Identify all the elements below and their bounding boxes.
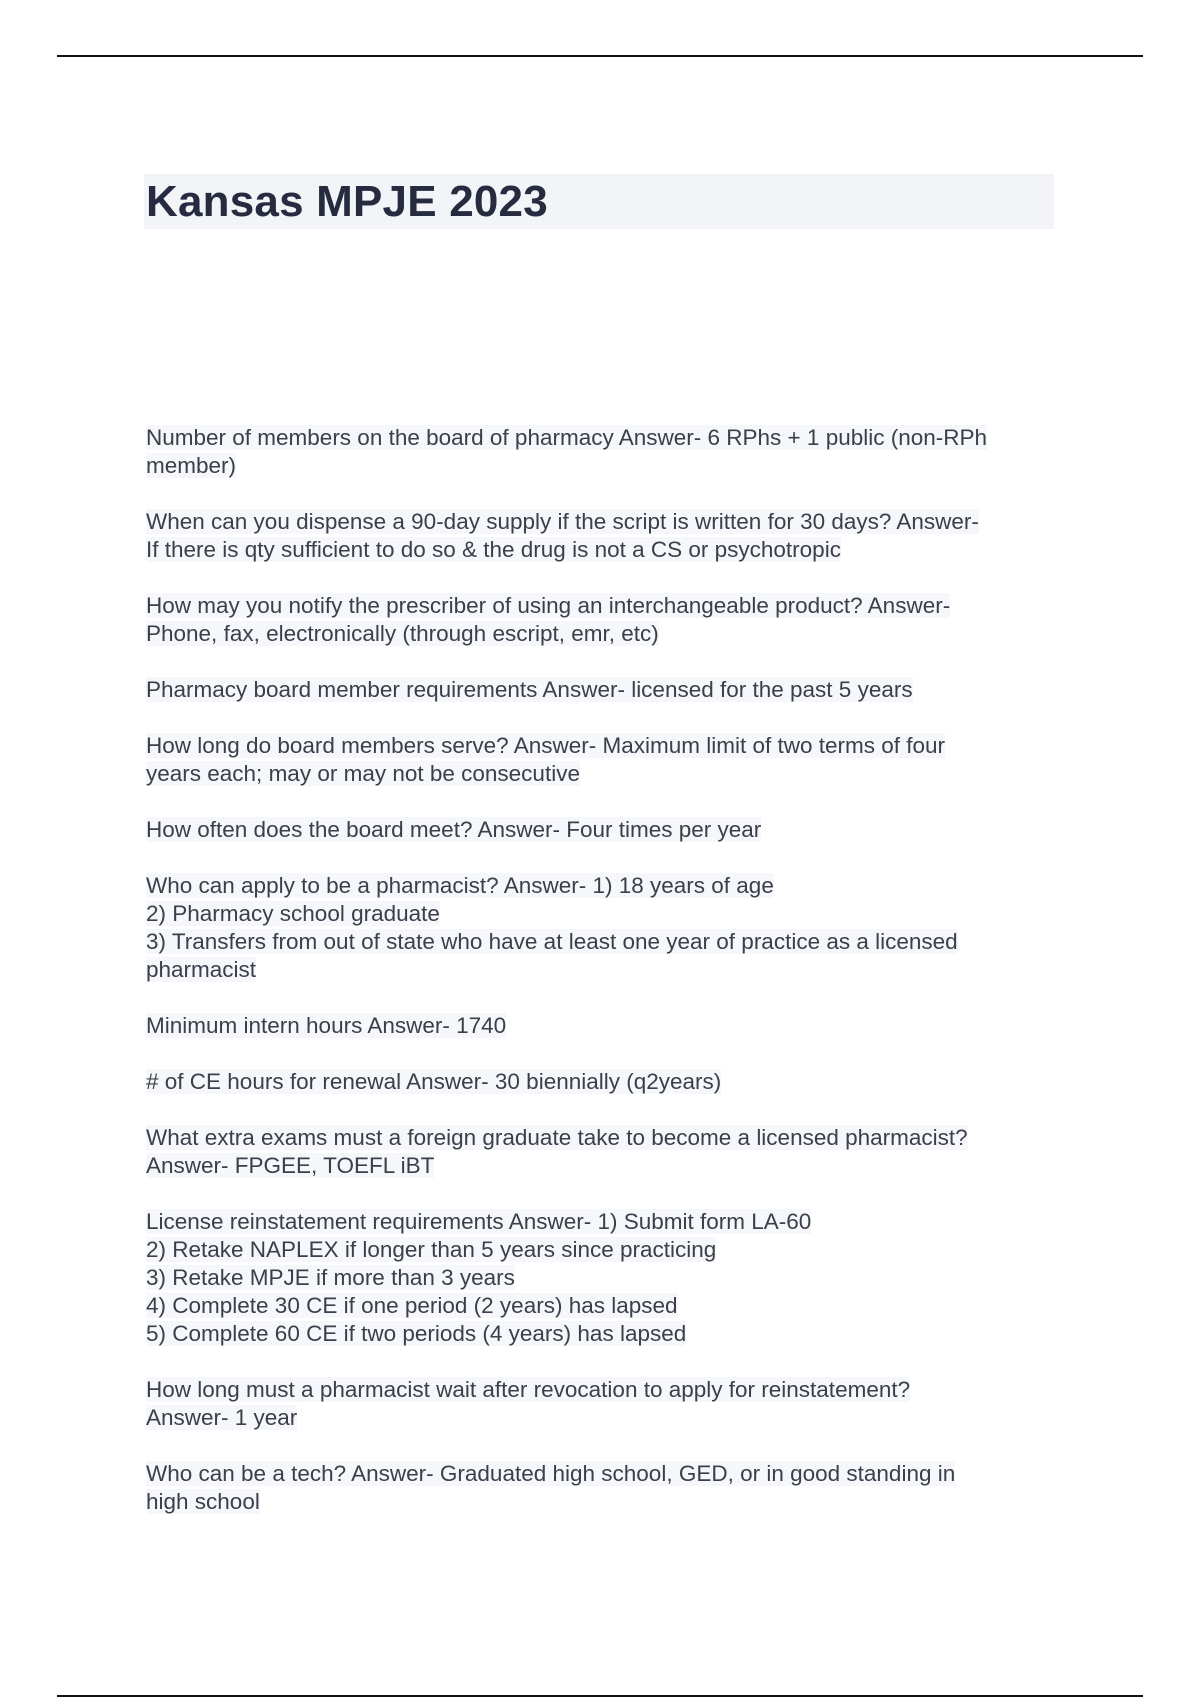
qa-line-text: Who can apply to be a pharmacist? Answer- 1) 18 years of age (146, 873, 774, 898)
qa-line (146, 676, 1066, 704)
qa-line (146, 424, 1066, 452)
qa-item (146, 1068, 1066, 1096)
qa-line (146, 1068, 1066, 1096)
qa-item (146, 872, 1066, 984)
qa-line (146, 508, 1066, 536)
qa-line (146, 816, 1066, 844)
qa-item (146, 1208, 1066, 1348)
qa-line-text: Phone, fax, electronically (through escript, emr, etc) (146, 621, 659, 646)
qa-line-text: years each; may or may not be consecutive (146, 761, 580, 786)
qa-line (146, 760, 1066, 788)
qa-line (146, 928, 1066, 956)
document-title: Kansas MPJE 2023 (146, 177, 548, 226)
qa-line (146, 592, 1066, 620)
qa-line-text: Minimum intern hours Answer- 1740 (146, 1013, 507, 1038)
qa-line-text: What extra exams must a foreign graduate take to become a licensed pharmacist? (146, 1125, 968, 1150)
qa-line (146, 452, 1066, 480)
qa-line (146, 1208, 1066, 1236)
qa-line-text: high school (146, 1489, 260, 1514)
qa-item (146, 1376, 1066, 1432)
qa-line (146, 1460, 1066, 1488)
qa-line (146, 620, 1066, 648)
qa-line-text: How may you notify the prescriber of using an interchangeable product? Answer- (146, 593, 951, 618)
qa-line (146, 732, 1066, 760)
qa-line (146, 900, 1066, 928)
qa-line-text: Who can be a tech? Answer- Graduated high school, GED, or in good standing in (146, 1461, 956, 1486)
qa-line-text: Answer- 1 year (146, 1405, 298, 1430)
qa-line (146, 1236, 1066, 1264)
qa-line-text: How long do board members serve? Answer- Maximum limit of two terms of four (146, 733, 946, 758)
qa-line (146, 1152, 1066, 1180)
qa-item (146, 424, 1066, 480)
qa-line-text: # of CE hours for renewal Answer- 30 biennially (q2years) (146, 1069, 722, 1094)
qa-line-text: 3) Transfers from out of state who have at least one year of practice as a licensed (146, 929, 958, 954)
qa-item (146, 508, 1066, 564)
qa-line (146, 536, 1066, 564)
qa-line-text: If there is qty sufficient to do so & the drug is not a CS or psychotropic (146, 537, 841, 562)
qa-line-text: How often does the board meet? Answer- Four times per year (146, 817, 762, 842)
qa-line-text: 2) Retake NAPLEX if longer than 5 years since practicing (146, 1237, 717, 1262)
qa-item (146, 676, 1066, 704)
qa-line-text: 2) Pharmacy school graduate (146, 901, 440, 926)
qa-line (146, 1124, 1066, 1152)
qa-line-text: When can you dispense a 90-day supply if the script is written for 30 days? Answer- (146, 509, 979, 534)
qa-item (146, 1124, 1066, 1180)
qa-line-text: License reinstatement requirements Answer- 1) Submit form LA-60 (146, 1209, 812, 1234)
qa-line-text: member) (146, 453, 237, 478)
qa-line (146, 1488, 1066, 1516)
page-top-rule (57, 55, 1143, 57)
qa-line-text: 3) Retake MPJE if more than 3 years (146, 1265, 515, 1290)
qa-line-text: Pharmacy board member requirements Answer- licensed for the past 5 years (146, 677, 913, 702)
qa-line (146, 1320, 1066, 1348)
qa-line (146, 1264, 1066, 1292)
qa-item (146, 1012, 1066, 1040)
qa-line (146, 1376, 1066, 1404)
qa-line-text: pharmacist (146, 957, 257, 982)
qa-line-text: Answer- FPGEE, TOEFL iBT (146, 1153, 435, 1178)
qa-line (146, 1292, 1066, 1320)
qa-line-text: 4) Complete 30 CE if one period (2 years) has lapsed (146, 1293, 678, 1318)
qa-line (146, 1012, 1066, 1040)
qa-line-text: 5) Complete 60 CE if two periods (4 years) has lapsed (146, 1321, 687, 1346)
qa-line-text: Number of members on the board of pharmacy Answer- 6 RPhs + 1 public (non-RPh (146, 425, 988, 450)
qa-list (146, 424, 1066, 1544)
qa-line (146, 1404, 1066, 1432)
qa-line (146, 872, 1066, 900)
qa-item (146, 1460, 1066, 1516)
qa-item (146, 732, 1066, 788)
qa-line-text: How long must a pharmacist wait after revocation to apply for reinstatement? (146, 1377, 911, 1402)
qa-line (146, 956, 1066, 984)
qa-item (146, 816, 1066, 844)
page-bottom-rule (57, 1695, 1143, 1697)
qa-item (146, 592, 1066, 648)
